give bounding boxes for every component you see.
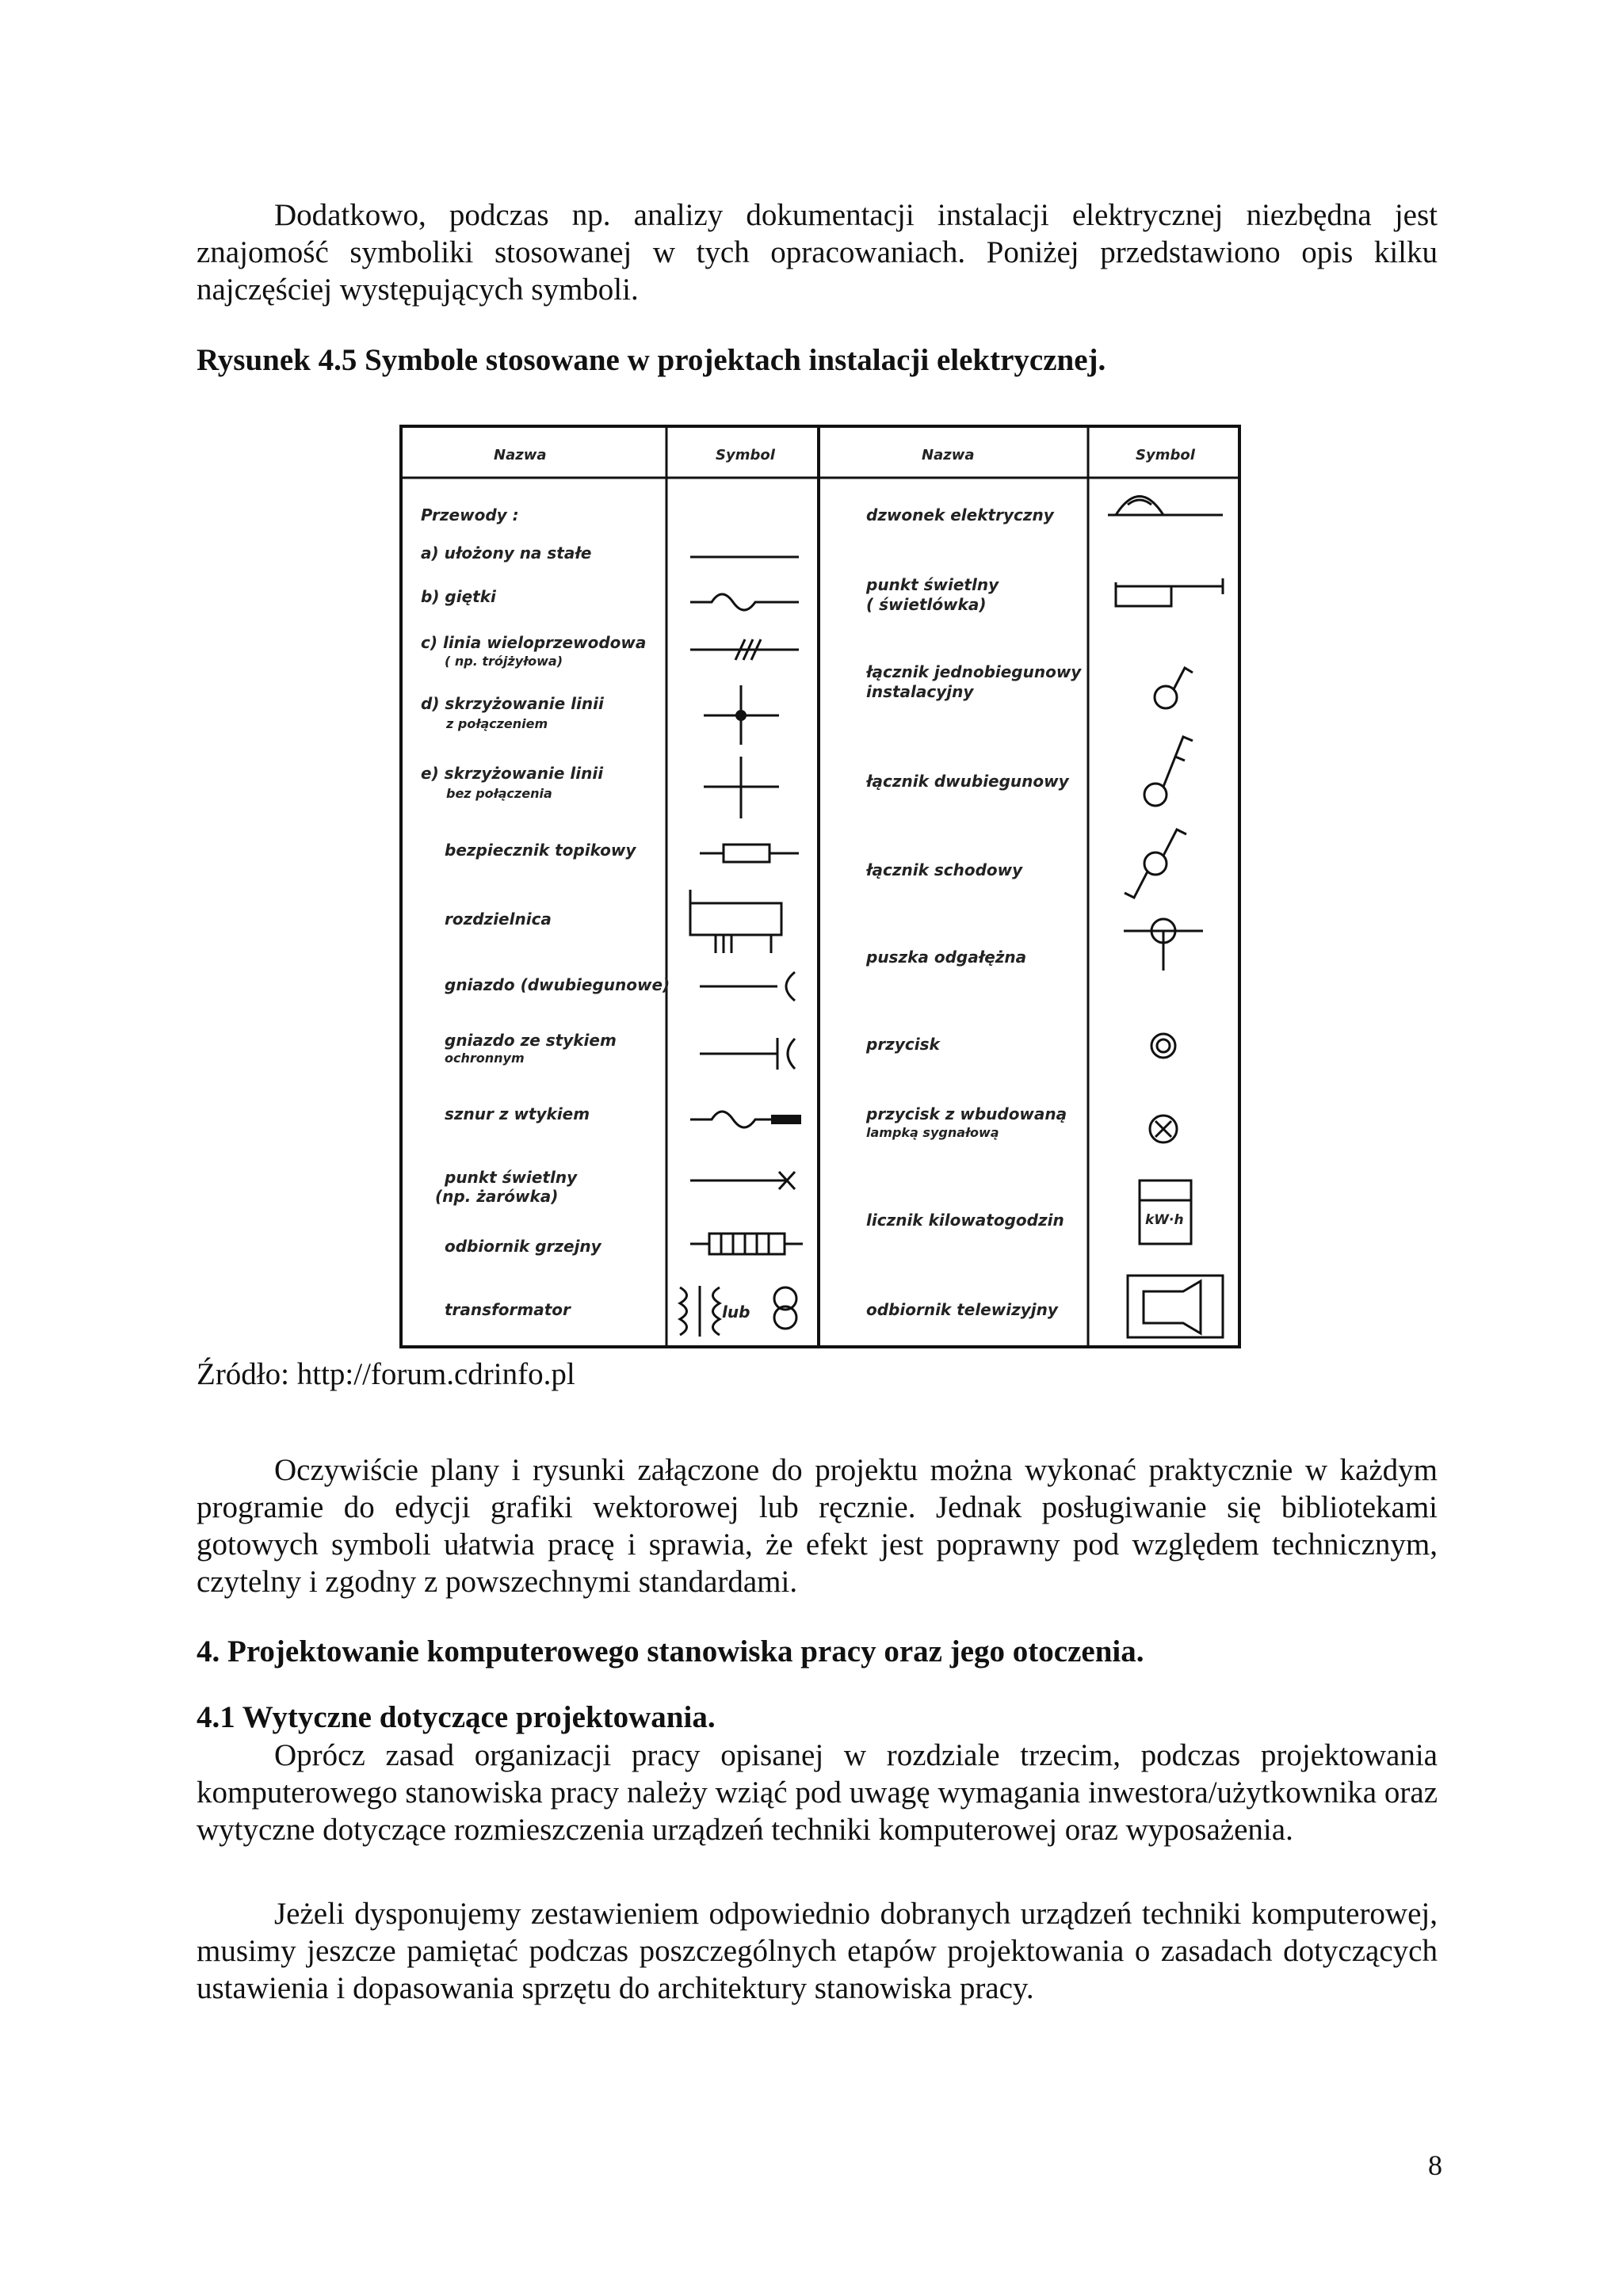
name-przycisk-z-lampka-2: lampką sygnałową [866,1125,999,1140]
name-linia-wieloprzewodowa-2: ( np. trójżyłowa) [445,654,563,669]
name-puszka-odgalezna: puszka odgałężna [866,948,1027,967]
symbol-distribution-board-box [690,903,781,935]
name-lacznik-jednobiegunowy: łącznik jednobiegunowy [866,662,1082,681]
name-skrzyzowanie-z-polaczeniem: d) skrzyżowanie linii [421,694,604,713]
name-transformator: transformator [445,1300,571,1319]
name-ulozony-na-stale: a) ułożony na stałe [421,543,592,563]
name-punkt-swietlny-swietlowka: punkt świetlny [866,575,999,594]
symbol-transformer-lub: lub [722,1302,750,1322]
name-rozdzielnica: rozdzielnica [445,910,552,929]
name-lacznik-schodowy: łącznik schodowy [866,860,1023,879]
name-przycisk: przycisk [866,1035,940,1054]
name-punkt-swietlny: punkt świetlny [445,1168,578,1187]
header-nazwa-left: Nazwa [494,447,547,463]
symbol-tv [1128,1276,1223,1337]
name-skrzyzowanie-bez-polaczenia: e) skrzyżowanie linii [421,764,604,783]
header-nazwa-right: Nazwa [922,447,975,463]
body-paragraph-1 [197,1451,1438,1600]
symbols-table [399,424,1242,1349]
name-gniazdo-ze-stykiem: gniazdo ze stykiem [445,1031,617,1050]
name-lacznik-dwubiegunowy: łącznik dwubiegunowy [866,772,1069,791]
paragraph-3: Jeżeli dysponujemy zestawieniem odpowiednio dobranych urządzeń techniki komputerowej, musimy jeszcze pamiętać podczas poszczególnych etapów projektowania o zasadach dotyczących ustawienia i dopasowania sprzętu do architektury stanowiska pracy. [197,1897,1438,2005]
section-heading: 4. Projektowanie komputerowego stanowiska pracy oraz jego otoczenia. [197,1634,1144,1669]
name-dzwonek: dzwonek elektryczny [866,505,1054,524]
name-gniazdo-dwubiegunowe: gniazdo (dwubiegunowe) [445,975,670,994]
subsection-heading: 4.1 Wytyczne dotyczące projektowania. [197,1700,716,1734]
name-sznur-z-wtykiem: sznur z wtykiem [445,1104,590,1123]
name-odbiornik-telewizyjny: odbiornik telewizyjny [866,1300,1058,1319]
paragraph-2: Oprócz zasad organizacji pracy opisanej w rozdziale trzecim, podczas projektowania komputerowego stanowiska pracy należy wziąć pod uwagę wymagania inwestora/użytkownika oraz wytyczne dotyczące rozmieszczenia urządzeń techniki komputerowej oraz wyposażenia. [197,1738,1438,1847]
intro-paragraph: Dodatkowo, podczas np. analizy dokumentacji instalacji elektrycznej niezbędna jest znajomość symboliki stosowanej w tych opracowaniach. Poniżej przedstawiono opis kilku najczęściej występujących symboli. [197,198,1438,307]
name-odbiornik-grzejny: odbiornik grzejny [445,1237,601,1256]
intro-text [197,196,1438,308]
name-punkt-swietlny-2: (np. żarówka) [435,1187,559,1206]
symbols-figure [399,424,1242,1349]
figure-source: Źródło: http://forum.cdrinfo.pl [197,1357,575,1391]
body-paragraph-2 [197,1737,1438,1848]
page-number: 8 [1428,2149,1442,2181]
name-skrzyzowanie-z-polaczeniem-2: z połączeniem [446,716,548,731]
header-symbol-right: Symbol [1136,447,1195,463]
name-przewody: Przewody : [421,505,519,524]
figure-caption: Rysunek 4.5 Symbole stosowane w projektach instalacji elektrycznej. [197,343,1106,377]
symbol-kwh-label: kW·h [1145,1212,1184,1228]
header-symbol-left: Symbol [716,447,775,463]
name-przycisk-z-lampka: przycisk z wbudowaną [866,1104,1067,1123]
name-licznik: licznik kilowatogodzin [866,1211,1064,1230]
name-skrzyzowanie-bez-polaczenia-2: bez połączenia [446,786,552,801]
paragraph-1: Oczywiście plany i rysunki załączone do projektu można wykonać praktycznie w każdym programie do edycji grafiki wektorowej lub ręcznie. Jednak posługiwanie się bibliotekami gotowych symboli ułatwia pracę i sprawia, że efekt jest poprawny pod względem technicznym, czytelny i zgodny z powszechnymi standardami. [197,1453,1438,1599]
name-gietki: b) giętki [421,587,496,606]
name-linia-wieloprzewodowa: c) linia wieloprzewodowa [421,633,647,652]
body-paragraph-3 [197,1895,1438,2007]
symbol-connection-dot [735,710,747,721]
name-bezpiecznik-topikowy: bezpiecznik topikowy [445,841,636,860]
symbol-fuse-body [724,845,769,862]
name-lacznik-jednobiegunowy-2: instalacyjny [866,682,974,701]
symbol-cord-plug-head [771,1115,801,1124]
name-gniazdo-ze-stykiem-2: ochronnym [445,1051,525,1066]
name-punkt-swietlny-swietlowka-2: ( świetlówka) [866,595,987,614]
